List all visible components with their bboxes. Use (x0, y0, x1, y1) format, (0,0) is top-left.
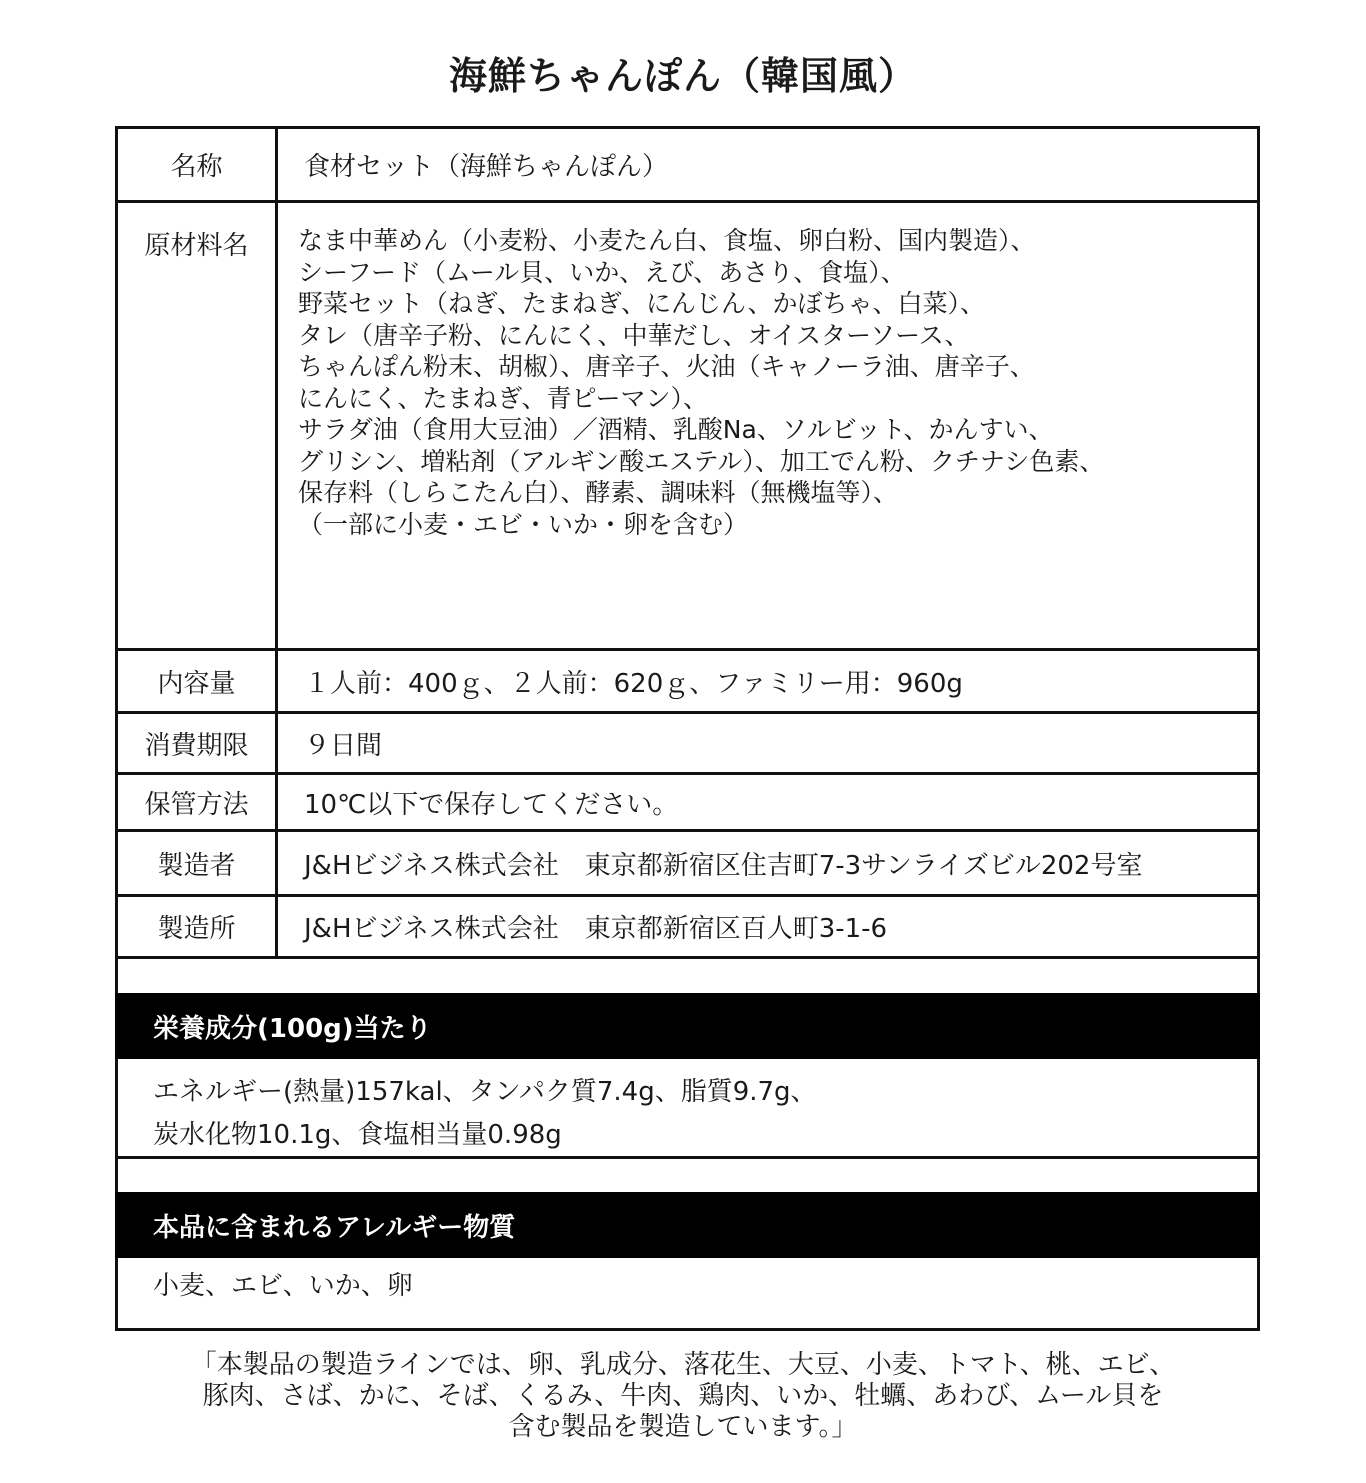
ingredient-line: タレ（唐辛子粉、にんにく、中華だし、オイスターソース、 (298, 320, 970, 350)
label-table (115, 126, 1260, 1331)
ingredient-line: シーフード（ムール貝、いか、えび、あさり、食塩）、 (298, 257, 906, 287)
row-value: J&Hビジネス株式会社 東京都新宿区住吉町7-3サンライズビル202号室 (304, 850, 1143, 881)
nutrition-header: 栄養成分(100g)当たり (115, 993, 1260, 1059)
ingredient-line: ちゃんぽん粉末、胡椒）、唐辛子、火油（キャノーラ油、唐辛子、 (298, 352, 1035, 381)
allergen-header: 本品に含まれるアレルギー物質 (115, 1192, 1260, 1258)
notice-line: 「本製品の製造ラインでは、卵、乳成分、落花生、大豆、小麦、トマト、桃、エビ、 (190, 1350, 1176, 1380)
row-label: 製造者 (118, 832, 278, 894)
divider (118, 1156, 1257, 1159)
ingredient-line: （一部に小麦・エビ・いか・卵を含む） (298, 509, 749, 539)
row-label: 原材料名 (118, 203, 278, 648)
table-row-manufacturer (118, 832, 1257, 897)
nutrition-line: 炭水化物10.1g、食塩相当量0.98g (153, 1120, 562, 1150)
production-line-notice (0, 1350, 1366, 1443)
page-title: 海鮮ちゃんぽん（韓国風） (448, 54, 917, 98)
row-value: ９日間 (304, 730, 383, 761)
row-label: 製造所 (118, 897, 278, 956)
table-row-contents (118, 651, 1257, 714)
nutrition-facts (153, 1071, 817, 1157)
ingredient-line: 保存料（しらこたん白）、酵素、調味料（無機塩等）、 (298, 478, 899, 507)
table-row-factory (118, 897, 1257, 959)
row-value: 10℃以下で保存してください。 (304, 789, 679, 820)
table-row-expiry (118, 714, 1257, 775)
ingredient-line: なま中華めん（小麦粉、小麦たん白、食塩、卵白粉、国内製造）、 (298, 226, 1036, 255)
ingredient-line: サラダ油（食用大豆油）／酒精、乳酸Na、ソルビット、かんすい、 (298, 415, 1054, 444)
row-label: 保管方法 (118, 775, 278, 829)
row-label: 消費期限 (118, 714, 278, 772)
table-row-name (118, 129, 1257, 203)
allergen-list: 小麦、エビ、いか、卵 (153, 1271, 413, 1301)
notice-line: 含む製品を製造しています。」 (508, 1412, 858, 1442)
row-value: J&Hビジネス株式会社 東京都新宿区百人町3-1-6 (304, 914, 888, 944)
nutrition-line: エネルギー(熱量)157kal、タンパク質7.4g、脂質9.7g、 (153, 1077, 817, 1107)
ingredient-line: 野菜セット（ねぎ、たまねぎ、にんじん、かぼちゃ、白菜）、 (298, 289, 986, 318)
ingredient-line: にんにく、たまねぎ、青ピーマン）、 (298, 383, 709, 413)
table-row-storage (118, 775, 1257, 832)
row-value: 食材セット（海鮮ちゃんぽん） (304, 152, 669, 182)
row-label: 名称 (118, 129, 278, 200)
ingredients-list (298, 225, 1253, 540)
table-row-ingredients (118, 203, 1257, 651)
ingredient-line: グリシン、増粘剤（アルギン酸エステル）、加工でん粉、クチナシ色素、 (298, 446, 1105, 476)
row-label: 内容量 (118, 651, 278, 711)
notice-line: 豚肉、さば、かに、そば、くるみ、牛肉、鶏肉、いか、牡蠣、あわび、ムール貝を (202, 1381, 1164, 1411)
row-value: １人前：400ｇ、２人前：620ｇ、ファミリー用：960g (304, 668, 963, 699)
